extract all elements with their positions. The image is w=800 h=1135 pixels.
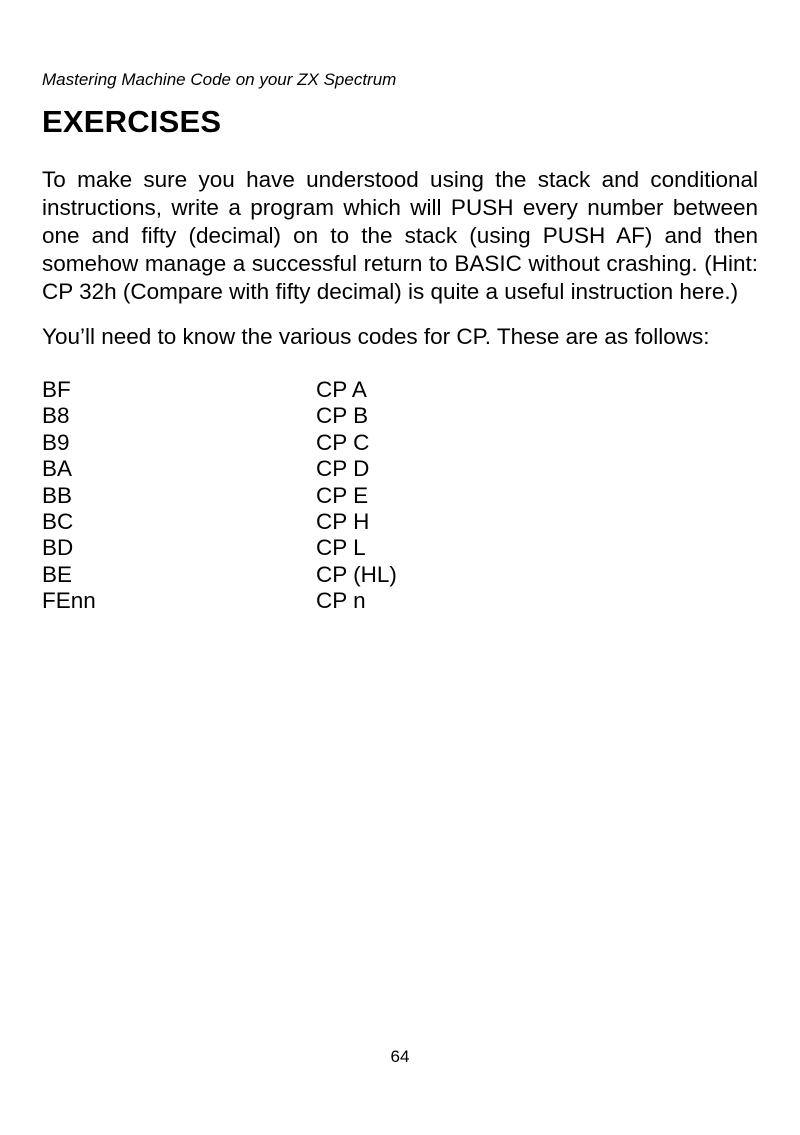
opcode-code: B9: [42, 429, 70, 455]
opcode-instruction: CP H: [316, 508, 370, 534]
opcode-row-cp-hl: [42, 562, 542, 588]
opcode-code: BE: [42, 561, 73, 587]
cp-opcode-table: [42, 377, 542, 615]
opcode-code: BB: [42, 482, 73, 508]
opcode-instruction: CP L: [316, 535, 366, 561]
opcode-instruction: CP A: [316, 377, 367, 402]
opcode-row-cp-h: [42, 509, 542, 535]
opcode-row-cp-l: [42, 535, 542, 561]
opcode-row-cp-d: [42, 456, 542, 482]
opcode-row-cp-e: [42, 483, 542, 509]
opcode-instruction: CP E: [316, 482, 369, 508]
section-heading: EXERCISES: [42, 104, 222, 139]
opcode-instruction: CP D: [316, 456, 370, 482]
running-header: Mastering Machine Code on your ZX Spectrum: [42, 70, 397, 89]
opcode-row-cp-c: [42, 430, 542, 456]
opcode-row-cp-n: [42, 588, 542, 614]
opcode-code: FEnn: [42, 588, 96, 614]
opcode-instruction: CP C: [316, 429, 370, 455]
opcode-code: B8: [42, 403, 70, 429]
opcode-instruction: CP (HL): [316, 561, 397, 587]
opcode-code: BC: [42, 508, 74, 534]
opcode-code: BD: [42, 535, 74, 561]
opcode-code: BA: [42, 456, 73, 482]
opcode-instruction: CP n: [316, 588, 366, 614]
opcode-row-cp-a: [42, 377, 542, 403]
page-number: 64: [390, 1047, 410, 1066]
opcode-row-cp-b: [42, 403, 542, 429]
opcode-instruction: CP B: [316, 403, 369, 429]
codes-intro-paragraph: You’ll need to know the various codes for CP. These are as follows:: [42, 324, 710, 349]
opcode-code: BF: [42, 377, 71, 402]
exercise-paragraph: To make sure you have understood using the stack and conditional instructions, write a program which will PUSH every number between one and fifty (decimal) on to the stack (using PUSH AF) and then somehow manage a successful return to BASIC without crashing. (Hint: CP 32h (Compare with fifty decimal) is quite a useful instruction here.): [42, 167, 758, 304]
